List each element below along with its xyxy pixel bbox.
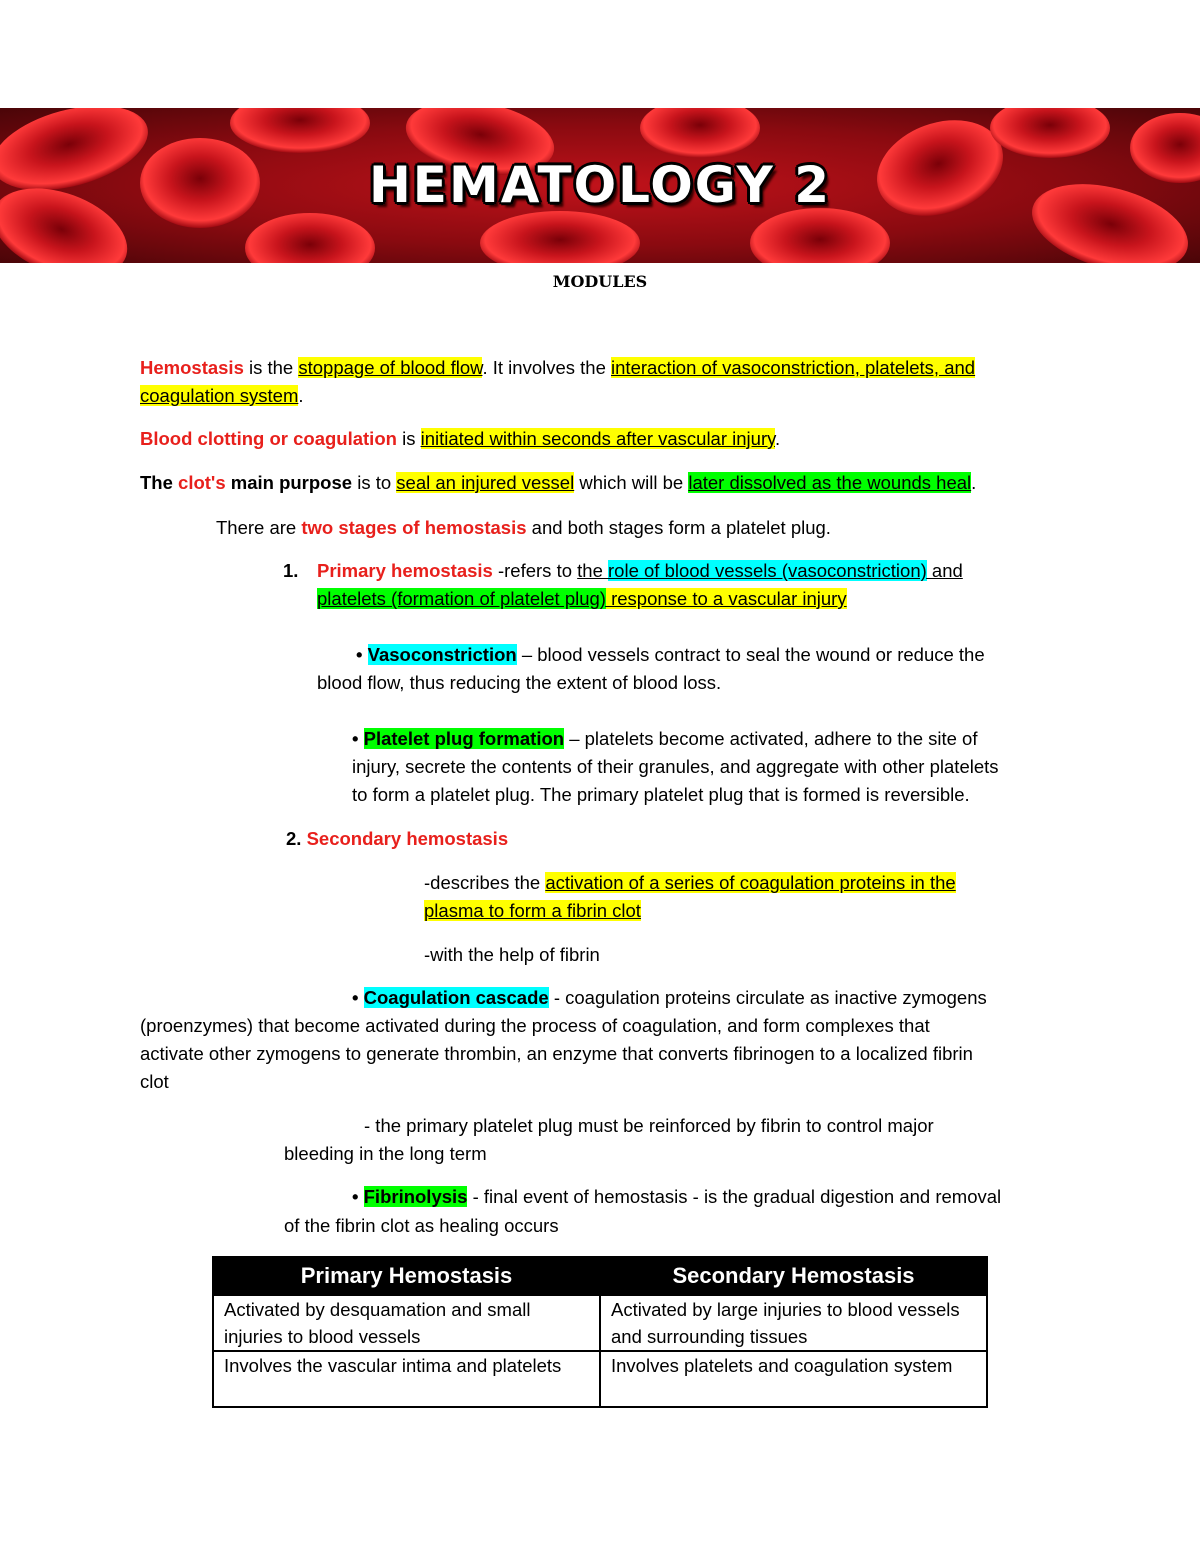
- fibrinolysis-line1: • Fibrinolysis - final event of hemostasis - is the gradual digestion and removal: [352, 1186, 1002, 1207]
- table-header-secondary: Secondary Hemostasis: [600, 1257, 987, 1295]
- fibrinolysis-line2: of the fibrin clot as healing occurs: [284, 1215, 559, 1236]
- table-cell: Involves the vascular intima and platelets: [213, 1351, 600, 1407]
- comparison-table: [212, 1256, 988, 1408]
- cascade-line2: (proenzymes) that become activated during the process of coagulation, and form complexes that: [140, 1015, 930, 1036]
- cascade-line5: - the primary platelet plug must be reinforced by fibrin to control major: [364, 1115, 934, 1136]
- cascade-line3: activate other zymogens to generate thrombin, an enzyme that converts fibrinogen to a localized fibrin: [140, 1043, 973, 1064]
- table-cell: Activated by large injuries to blood vessels and surrounding tissues: [600, 1295, 987, 1351]
- cascade-line4: clot: [140, 1071, 169, 1092]
- clot-purpose: The clot's main purpose is to seal an injured vessel which will be later dissolved as the wounds heal.: [140, 472, 977, 493]
- bullet-icon: •: [352, 987, 359, 1008]
- term-primary-hemostasis: Primary hemostasis: [317, 560, 493, 581]
- table-cell: Involves platelets and coagulation system: [600, 1351, 987, 1407]
- highlight-interaction: interaction of vasoconstriction, platelets, and: [611, 357, 976, 378]
- cascade-line6: bleeding in the long term: [284, 1143, 487, 1164]
- highlight-stoppage: stoppage of blood flow: [298, 357, 483, 378]
- banner-title: HEMATOLOGY 2: [368, 156, 832, 214]
- cascade-line1: • Coagulation cascade - coagulation proteins circulate as inactive zymogens: [352, 987, 987, 1008]
- platelet-plug-line2: injury, secrete the contents of their granules, and aggregate with other platelets: [352, 756, 999, 777]
- term-coagulation-cascade: Coagulation cascade: [363, 987, 549, 1008]
- term-hemostasis: Hemostasis: [140, 357, 244, 378]
- bullet-icon: •: [356, 644, 363, 665]
- primary-hemostasis-line1: Primary hemostasis -refers to the role of blood vessels (vasoconstriction) and: [317, 560, 963, 581]
- vasoconstriction-line2: blood flow, thus reducing the extent of blood loss.: [317, 672, 722, 693]
- stages-intro: There are two stages of hemostasis and both stages form a platelet plug.: [216, 517, 831, 538]
- platelet-plug-line1: • Platelet plug formation – platelets become activated, adhere to the site of: [352, 728, 978, 749]
- list-number-1: 1.: [283, 560, 299, 581]
- header-banner: [0, 108, 1200, 263]
- term-platelet-plug: Platelet plug formation: [363, 728, 565, 749]
- secondary-description-line2: plasma to form a fibrin clot: [424, 900, 641, 921]
- primary-hemostasis-line2: platelets (formation of platelet plug) response to a vascular injury: [317, 588, 847, 609]
- term-coagulation: Blood clotting or coagulation: [140, 428, 397, 449]
- vasoconstriction-line1: • Vasoconstriction – blood vessels contract to seal the wound or reduce the: [356, 644, 985, 665]
- list-number-2: 2.: [286, 828, 302, 849]
- term-secondary-hemostasis: Secondary hemostasis: [306, 828, 509, 849]
- coagulation-definition: Blood clotting or coagulation is initiated within seconds after vascular injury.: [140, 428, 781, 449]
- platelet-plug-line3: to form a platelet plug. The primary platelet plug that is formed is reversible.: [352, 784, 970, 805]
- table-cell: Activated by desquamation and small injuries to blood vessels: [213, 1295, 600, 1351]
- secondary-description-line1: -describes the activation of a series of coagulation proteins in the: [424, 872, 956, 893]
- table-row: [213, 1351, 987, 1407]
- term-fibrinolysis: Fibrinolysis: [363, 1186, 468, 1207]
- term-vasoconstriction: Vasoconstriction: [367, 644, 517, 665]
- table-header-primary: Primary Hemostasis: [213, 1257, 600, 1295]
- page-heading: MODULES: [552, 272, 648, 291]
- secondary-hemostasis-title: [286, 825, 508, 853]
- bullet-icon: •: [352, 728, 359, 749]
- secondary-fibrin-note: -with the help of fibrin: [424, 944, 600, 965]
- table-header-row: [213, 1257, 987, 1295]
- table-row: [213, 1295, 987, 1351]
- hemostasis-definition-line1: Hemostasis is the stoppage of blood flow. It involves the interaction of vasoconstriction, platelets, and: [140, 357, 976, 378]
- bullet-icon: •: [352, 1186, 359, 1207]
- hemostasis-definition-line2: coagulation system.: [140, 385, 304, 406]
